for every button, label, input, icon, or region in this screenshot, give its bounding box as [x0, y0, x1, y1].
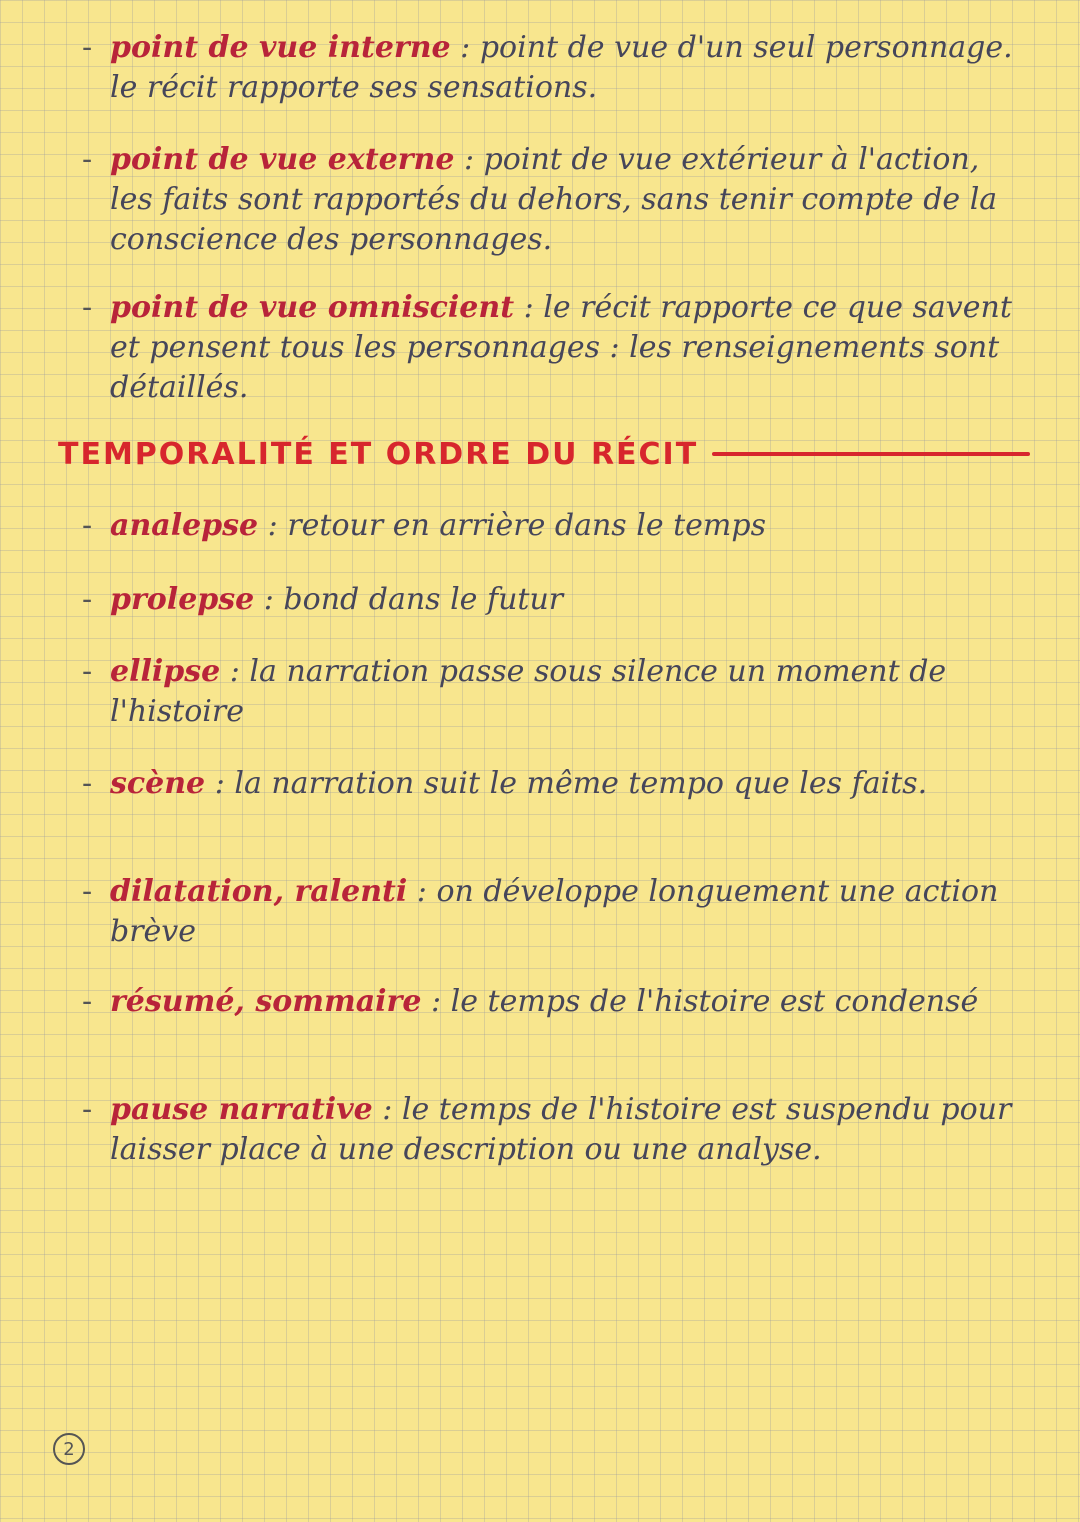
- entry-scene: - scène : la narration suit le même tempo que les faits.: [82, 766, 928, 801]
- entry-definition: on développe longuement une action brève: [110, 874, 999, 949]
- entry-term: pause narrative: [110, 1092, 373, 1127]
- entry-definition: le temps de l'histoire est condensé: [450, 984, 979, 1019]
- entry-term: point de vue interne: [110, 30, 451, 65]
- entry-term: dilatation, ralenti: [110, 874, 408, 909]
- entry-definition: point de vue d'un seul personnage. le récit rapporte ses sensations.: [110, 30, 1013, 105]
- entry-term: résumé, sommaire: [110, 984, 422, 1019]
- entry-resume: - résumé, sommaire : le temps de l'histoire est condensé: [82, 984, 979, 1019]
- entry-ellipse: - ellipse : la narration passe sous silence un moment de l'histoire: [82, 654, 947, 729]
- section-heading: TEMPORALITÉ ET ORDRE DU RÉCIT: [58, 436, 699, 472]
- entry-definition: bond dans le futur: [283, 582, 564, 617]
- entry-term: point de vue omniscient: [110, 290, 515, 325]
- entry-term: prolepse: [110, 582, 255, 617]
- entry-definition: le temps de l'histoire est suspendu pour laisser place à une description ou une analyse.: [110, 1092, 1012, 1167]
- entry-analepse: - analepse : retour en arrière dans le temps: [82, 508, 766, 543]
- entry-term: analepse: [110, 508, 259, 543]
- entry-term: ellipse: [110, 654, 221, 689]
- entry-definition: point de vue extérieur à l'action, les faits sont rapportés du dehors, sans tenir compte de la conscience des personnages.: [110, 142, 998, 257]
- heading-underline: [712, 452, 1030, 456]
- entry-point-de-vue-omniscient: - point de vue omniscient : le récit rapporte ce que savent et pensent tous les personnages : les renseignements sont détaillés.: [82, 290, 1012, 405]
- entry-pause-narrative: - pause narrative : le temps de l'histoire est suspendu pour laisser place à une description ou une analyse.: [82, 1092, 1012, 1167]
- entry-term: scène: [110, 766, 206, 801]
- entry-definition: retour en arrière dans le temps: [287, 508, 766, 543]
- entry-definition: le récit rapporte ce que savent et pensent tous les personnages : les renseignements sont détaillés.: [110, 290, 1012, 405]
- section-heading-row: [58, 432, 1030, 476]
- entry-term: point de vue externe: [110, 142, 455, 177]
- entry-definition: la narration passe sous silence un moment de l'histoire: [110, 654, 947, 729]
- entry-definition: la narration suit le même tempo que les faits.: [234, 766, 928, 801]
- page-number: 2: [53, 1433, 85, 1465]
- entry-point-de-vue-externe: - point de vue externe : point de vue extérieur à l'action, les faits sont rapportés du dehors, sans tenir compte de la conscience des personnages.: [82, 142, 998, 257]
- entry-point-de-vue-interne: - point de vue interne : point de vue d'un seul personnage. le récit rapporte ses sensations.: [82, 30, 1013, 105]
- entry-prolepse: - prolepse : bond dans le futur: [82, 582, 564, 617]
- entry-dilatation: - dilatation, ralenti : on développe longuement une action brève: [82, 874, 999, 949]
